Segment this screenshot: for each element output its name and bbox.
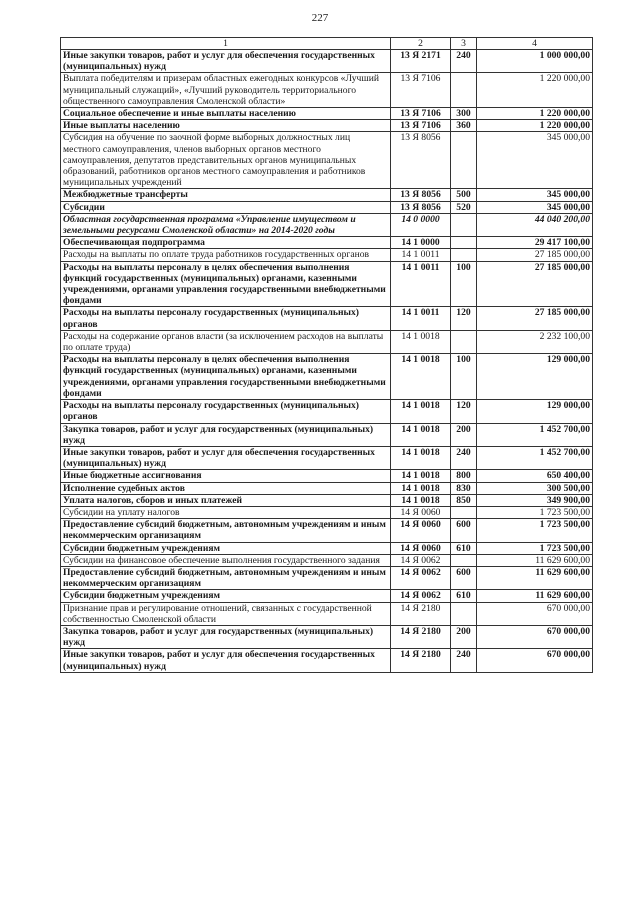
row-code: 14 Я 2180	[391, 625, 451, 648]
row-code: 13 Я 7106	[391, 120, 451, 132]
table-row	[61, 400, 593, 423]
row-amount: 300 500,00	[477, 482, 593, 494]
row-expense-type: 850	[451, 494, 477, 506]
row-name: Областная государственная программа «Управление имуществом и земельными ресурсами Смоленской области» на 2014-2020 годы	[61, 213, 391, 236]
row-expense-type	[451, 213, 477, 236]
row-name: Межбюджетные трансферты	[61, 189, 391, 201]
table-row	[61, 201, 593, 213]
table-row	[61, 132, 593, 189]
row-amount: 11 629 600,00	[477, 590, 593, 602]
table-row	[61, 423, 593, 446]
row-name: Субсидии бюджетным учреждениям	[61, 542, 391, 554]
header-col-1: 1	[61, 38, 391, 50]
row-code: 14 1 0018	[391, 354, 451, 400]
row-code: 14 Я 0060	[391, 519, 451, 542]
row-code: 14 1 0018	[391, 470, 451, 482]
row-code: 13 Я 7106	[391, 73, 451, 108]
row-code: 14 1 0011	[391, 261, 451, 307]
row-expense-type: 240	[451, 446, 477, 469]
row-name: Иные закупки товаров, работ и услуг для обеспечения государственных (муниципальных) нужд	[61, 446, 391, 469]
row-name: Предоставление субсидий бюджетным, автономным учреждениям и иным некоммерческим организациям	[61, 519, 391, 542]
row-expense-type: 800	[451, 470, 477, 482]
row-name: Признание прав и регулирование отношений, связанных с государственной собственностью Смоленской области	[61, 602, 391, 625]
row-amount: 345 000,00	[477, 132, 593, 189]
row-code: 14 Я 2180	[391, 649, 451, 672]
header-col-4: 4	[477, 38, 593, 50]
row-amount: 670 000,00	[477, 625, 593, 648]
row-name: Субсидии бюджетным учреждениям	[61, 590, 391, 602]
row-name: Субсидии на финансовое обеспечение выполнения государственного задания	[61, 554, 391, 566]
row-amount: 1 723 500,00	[477, 506, 593, 518]
row-expense-type: 100	[451, 261, 477, 307]
row-name: Субсидии	[61, 201, 391, 213]
table-row	[61, 554, 593, 566]
row-code: 14 1 0018	[391, 400, 451, 423]
row-name: Расходы на выплаты персоналу государственных (муниципальных) органов	[61, 307, 391, 330]
row-expense-type: 200	[451, 625, 477, 648]
table-row	[61, 506, 593, 518]
row-expense-type: 120	[451, 307, 477, 330]
row-expense-type	[451, 506, 477, 518]
row-amount: 1 000 000,00	[477, 50, 593, 73]
row-name: Субсидия на обучение по заочной форме выборных должностных лиц местного самоуправления, членов выборных органов местного самоуправления, депутатов представительных органов муниципальных образований, работников органов местного самоуправления и работников муниципальных учреждений	[61, 132, 391, 189]
row-amount: 11 629 600,00	[477, 566, 593, 589]
row-code: 14 Я 0062	[391, 566, 451, 589]
row-code: 13 Я 7106	[391, 108, 451, 120]
row-code: 13 Я 8056	[391, 201, 451, 213]
row-expense-type: 600	[451, 519, 477, 542]
row-amount: 29 417 100,00	[477, 237, 593, 249]
row-code: 13 Я 8056	[391, 189, 451, 201]
row-expense-type: 600	[451, 566, 477, 589]
row-amount: 27 185 000,00	[477, 249, 593, 261]
row-expense-type: 120	[451, 400, 477, 423]
row-expense-type	[451, 73, 477, 108]
row-name: Предоставление субсидий бюджетным, автономным учреждениям и иным некоммерческим организациям	[61, 566, 391, 589]
table-row	[61, 566, 593, 589]
row-name: Исполнение судебных актов	[61, 482, 391, 494]
row-amount: 1 220 000,00	[477, 120, 593, 132]
row-name: Иные закупки товаров, работ и услуг для обеспечения государственных (муниципальных) нужд	[61, 649, 391, 672]
header-col-2: 2	[391, 38, 451, 50]
row-amount: 670 000,00	[477, 602, 593, 625]
row-name: Закупка товаров, работ и услуг для государственных (муниципальных) нужд	[61, 625, 391, 648]
page-number: 227	[311, 12, 329, 24]
row-expense-type: 240	[451, 50, 477, 73]
table-row	[61, 470, 593, 482]
row-code: 14 0 0000	[391, 213, 451, 236]
row-code: 13 Я 8056	[391, 132, 451, 189]
row-name: Расходы на выплаты персоналу в целях обеспечения выполнения функций государственных (муниципальных) органами, казенными учреждениями, органами управления государственными внебюджетными фондами	[61, 261, 391, 307]
row-code: 14 1 0018	[391, 494, 451, 506]
budget-table	[60, 37, 593, 673]
row-amount: 27 185 000,00	[477, 261, 593, 307]
row-expense-type	[451, 602, 477, 625]
row-amount: 670 000,00	[477, 649, 593, 672]
table-row	[61, 261, 593, 307]
row-name: Расходы на выплаты персоналу в целях обеспечения выполнения функций государственных (муниципальных) органами, казенными учреждениями, органами управления государственными внебюджетными фондами	[61, 354, 391, 400]
table-row	[61, 482, 593, 494]
row-amount: 349 900,00	[477, 494, 593, 506]
table-row	[61, 73, 593, 108]
row-code: 14 1 0018	[391, 482, 451, 494]
row-amount: 650 400,00	[477, 470, 593, 482]
row-name: Социальное обеспечение и иные выплаты населению	[61, 108, 391, 120]
row-amount: 1 220 000,00	[477, 73, 593, 108]
row-expense-type: 830	[451, 482, 477, 494]
row-expense-type: 500	[451, 189, 477, 201]
row-code: 14 Я 2180	[391, 602, 451, 625]
table-row	[61, 50, 593, 73]
table-row	[61, 649, 593, 672]
row-code: 14 Я 0062	[391, 554, 451, 566]
row-expense-type: 300	[451, 108, 477, 120]
table-row	[61, 542, 593, 554]
table-row	[61, 120, 593, 132]
row-amount: 345 000,00	[477, 201, 593, 213]
row-amount: 1 452 700,00	[477, 423, 593, 446]
table-row	[61, 108, 593, 120]
table-row	[61, 213, 593, 236]
row-name: Иные закупки товаров, работ и услуг для обеспечения государственных (муниципальных) нужд	[61, 50, 391, 73]
row-expense-type: 360	[451, 120, 477, 132]
table-row	[61, 307, 593, 330]
table-row	[61, 189, 593, 201]
row-amount: 27 185 000,00	[477, 307, 593, 330]
row-code: 13 Я 2171	[391, 50, 451, 73]
table-body	[61, 50, 593, 673]
table-row	[61, 237, 593, 249]
row-expense-type: 610	[451, 590, 477, 602]
row-expense-type: 610	[451, 542, 477, 554]
row-expense-type	[451, 554, 477, 566]
row-name: Уплата налогов, сборов и иных платежей	[61, 494, 391, 506]
row-amount: 129 000,00	[477, 400, 593, 423]
row-name: Обеспечивающая подпрограмма	[61, 237, 391, 249]
table-row	[61, 330, 593, 353]
row-amount: 44 040 200,00	[477, 213, 593, 236]
table-row	[61, 494, 593, 506]
row-expense-type	[451, 132, 477, 189]
row-name: Расходы на выплаты персоналу государственных (муниципальных) органов	[61, 400, 391, 423]
row-name: Выплата победителям и призерам областных ежегодных конкурсов «Лучший муниципальный служащий», «Лучший руководитель территориального общественного самоуправления Смоленской области»	[61, 73, 391, 108]
row-amount: 2 232 100,00	[477, 330, 593, 353]
row-code: 14 Я 0060	[391, 506, 451, 518]
row-code: 14 1 0018	[391, 330, 451, 353]
row-name: Иные выплаты населению	[61, 120, 391, 132]
row-code: 14 1 0011	[391, 307, 451, 330]
row-expense-type: 100	[451, 354, 477, 400]
row-expense-type: 240	[451, 649, 477, 672]
row-expense-type	[451, 249, 477, 261]
row-amount: 1 220 000,00	[477, 108, 593, 120]
header-col-3: 3	[451, 38, 477, 50]
row-name: Расходы на содержание органов власти (за исключением расходов на выплаты по оплате труда)	[61, 330, 391, 353]
table-row	[61, 590, 593, 602]
row-amount: 1 723 500,00	[477, 519, 593, 542]
row-code: 14 Я 0060	[391, 542, 451, 554]
row-code: 14 1 0018	[391, 423, 451, 446]
row-amount: 1 452 700,00	[477, 446, 593, 469]
row-name: Расходы на выплаты по оплате труда работников государственных органов	[61, 249, 391, 261]
table-row	[61, 446, 593, 469]
row-name: Иные бюджетные ассигнования	[61, 470, 391, 482]
row-amount: 129 000,00	[477, 354, 593, 400]
table-row	[61, 354, 593, 400]
row-amount: 345 000,00	[477, 189, 593, 201]
row-code: 14 1 0011	[391, 249, 451, 261]
row-amount: 11 629 600,00	[477, 554, 593, 566]
row-expense-type	[451, 237, 477, 249]
table-row	[61, 625, 593, 648]
row-code: 14 1 0018	[391, 446, 451, 469]
table-row	[61, 602, 593, 625]
row-name: Субсидии на уплату налогов	[61, 506, 391, 518]
row-expense-type	[451, 330, 477, 353]
row-code: 14 Я 0062	[391, 590, 451, 602]
row-code: 14 1 0000	[391, 237, 451, 249]
table-row	[61, 249, 593, 261]
table-header	[61, 38, 593, 50]
row-expense-type: 200	[451, 423, 477, 446]
row-name: Закупка товаров, работ и услуг для государственных (муниципальных) нужд	[61, 423, 391, 446]
table-row	[61, 519, 593, 542]
row-expense-type: 520	[451, 201, 477, 213]
row-amount: 1 723 500,00	[477, 542, 593, 554]
